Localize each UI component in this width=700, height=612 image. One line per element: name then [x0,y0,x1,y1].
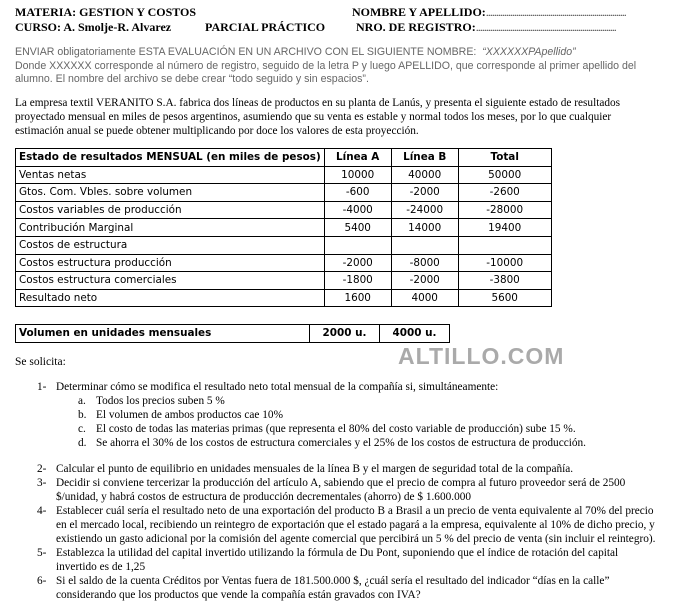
question-line: Establecer cuál sería el resultado neto de una exportación del producto B a Brasil a un precio de venta equivalente al 70% del precio [56,505,654,517]
table-cell: Contribución Marginal [16,219,325,237]
table-cell: 14000 [391,219,458,237]
table-cell: 5600 [458,289,551,307]
intro-line: La empresa textil VERANITO S.A. fabrica dos líneas de productos en su planta de Lanús, y presenta el siguiente estado de resultados [15,97,621,109]
table-cell: 40000 [391,166,458,184]
question-line: Establezca la utilidad del capital invertido utilizando la fórmula de Du Pont, suponiendo que el índice de rotación del capital [56,547,619,559]
sub-item [78,394,225,408]
instructions-line-2: Donde XXXXXX corresponde al número de registro, seguido de la letra P y luego APELLIDO, que corresponde al primer apellido del [15,59,637,72]
table-cell [458,236,551,254]
question-line: Calcular el punto de equilibrio en unidades mensuales de la línea B y el margen de seguridad total de la compañía. [56,463,574,475]
table-cell: -2000 [391,184,458,202]
table-cell: -2000 [391,272,458,290]
table-row [16,289,552,307]
table-row [16,272,552,290]
table-cell: -24000 [391,201,458,219]
question-line: considerando que los productos que vende la compañía están gravados con IVA? [56,589,421,601]
question-item [37,380,697,394]
question-line: invertido es de 1,25 [56,561,146,573]
registry-field [356,20,616,35]
table-cell: 10000 [324,166,391,184]
table-cell: Costos estructura producción [16,254,325,272]
intro-paragraph [15,96,620,138]
question-number: 1- [37,381,47,393]
table-header-row [16,149,552,167]
question-number: 6- [37,575,47,587]
income-statement-table [15,148,552,307]
table-cell: -600 [324,184,391,202]
sub-item-text: Se ahorra el 30% de los costos de estructura comerciales y el 25% de los costos de estructura de producción. [96,437,586,449]
intro-line: proyectado mensual en miles de pesos argentinos, asumiendo que su venta es estable y normal todos los meses, por lo que cualquier [15,111,612,123]
intro-line: estimación anual se puede obtener multiplicando por doce los valores de esta proyección. [15,125,419,137]
question-number: 3- [37,477,47,489]
question-item [37,476,697,504]
table-cell: -28000 [458,201,551,219]
exam-type: PARCIAL PRÁCTICO [205,20,326,34]
course: CURSO: A. Smolje-R. Alvarez [15,20,172,34]
question-item [37,546,697,574]
volume-row [16,325,450,343]
table-cell: -8000 [391,254,458,272]
table-cell [391,236,458,254]
sub-item-letter: b. [78,409,87,421]
table-row [16,184,552,202]
table-cell [324,236,391,254]
table-cell: Costos de estructura [16,236,325,254]
volume-table [15,324,450,343]
header-cell: Total [458,149,551,167]
question-item [37,574,697,602]
table-cell: 5400 [324,219,391,237]
subject: MATERIA: GESTION Y COSTOS [15,5,197,19]
question-number: 2- [37,463,47,475]
volume-label: Volumen en unidades mensuales [16,325,310,343]
question-line: Decidir si conviene tercerizar la producción del artículo A, sabiendo que el precio de compra al futuro proveedor será de 2500 [56,477,626,489]
table-row [16,166,552,184]
volume-a: 2000 u. [310,325,380,343]
table-cell: Costos estructura comerciales [16,272,325,290]
table-cell: -3800 [458,272,551,290]
sub-item-letter: c. [78,423,86,435]
table-cell: Costos variables de producción [16,201,325,219]
table-cell: -10000 [458,254,551,272]
watermark: ALTILLO.COM [398,343,565,369]
table-cell: -4000 [324,201,391,219]
table-cell: -2000 [324,254,391,272]
filename-format: “XXXXXXPApellido” [482,46,576,58]
question-line: Si el saldo de la cuenta Créditos por Ventas fuera de 181.500.000 $, ¿cuál sería el resultado del indicador “días en la calle” [56,575,610,587]
instructions-line-3: alumno. El nombre del archivo se debe crear “todo seguido y sin espacios”. [15,73,369,85]
table-cell: Resultado neto [16,289,325,307]
question-item [37,462,697,476]
table-cell: Ventas netas [16,166,325,184]
sub-item [78,436,586,450]
table-cell: -1800 [324,272,391,290]
sub-item-text: El costo de todas las materias primas (que representa el 80% del costo variable de producción) sube 15 %. [96,423,576,435]
table-row [16,254,552,272]
sub-item [78,422,576,436]
question-line: existiendo un gasto adicional por la comisión del agente comercial que percibirá un 5 % del precio de venta (sin incluir el reintegro). [56,533,656,545]
name-blank: ...................................................................... [485,5,626,19]
header-cell: Línea B [391,149,458,167]
table-row [16,219,552,237]
question-line: en el mercado local, recibiendo un reintegro de exportación que el estado pagará a la empresa, equivalente al 10% de dicho precio, y [56,519,655,531]
sub-item-letter: d. [78,437,87,449]
sub-item [78,408,283,422]
question-number: 5- [37,547,47,559]
instructions-line-1: ENVIAR obligatoriamente ESTA EVALUACIÓN EN UN ARCHIVO CON EL SIGUIENTE NOMBRE: [15,46,477,58]
header-cell: Estado de resultados MENSUAL (en miles de pesos) [16,149,325,167]
sub-item-letter: a. [78,395,86,407]
question-item [37,504,697,546]
table-cell: 4000 [391,289,458,307]
table-cell: 50000 [458,166,551,184]
sub-item-text: Todos los precios suben 5 % [96,395,225,407]
table-cell: 19400 [458,219,551,237]
registry-label: NRO. DE REGISTRO: [356,20,476,34]
instructions [15,46,636,87]
question-line: $/unidad, y habrá costos de estructura de producción decrementales (ahorro) de $ 1.600.000 [56,491,472,503]
table-cell: -2600 [458,184,551,202]
table-cell: Gtos. Com. Vbles. sobre volumen [16,184,325,202]
sub-item-text: El volumen de ambos productos cae 10% [96,409,283,421]
question-line: Determinar cómo se modifica el resultado neto total mensual de la compañía si, simultáneamente: [56,381,499,393]
header-cell: Línea A [324,149,391,167]
name-field [352,5,626,20]
requested-heading: Se solicita: [15,356,66,368]
registry-blank: ...................................................................... [475,20,616,34]
question-number: 4- [37,505,47,517]
volume-b: 4000 u. [380,325,450,343]
table-row [16,201,552,219]
table-cell: 1600 [324,289,391,307]
table-row [16,236,552,254]
name-label: NOMBRE Y APELLIDO: [352,5,486,19]
